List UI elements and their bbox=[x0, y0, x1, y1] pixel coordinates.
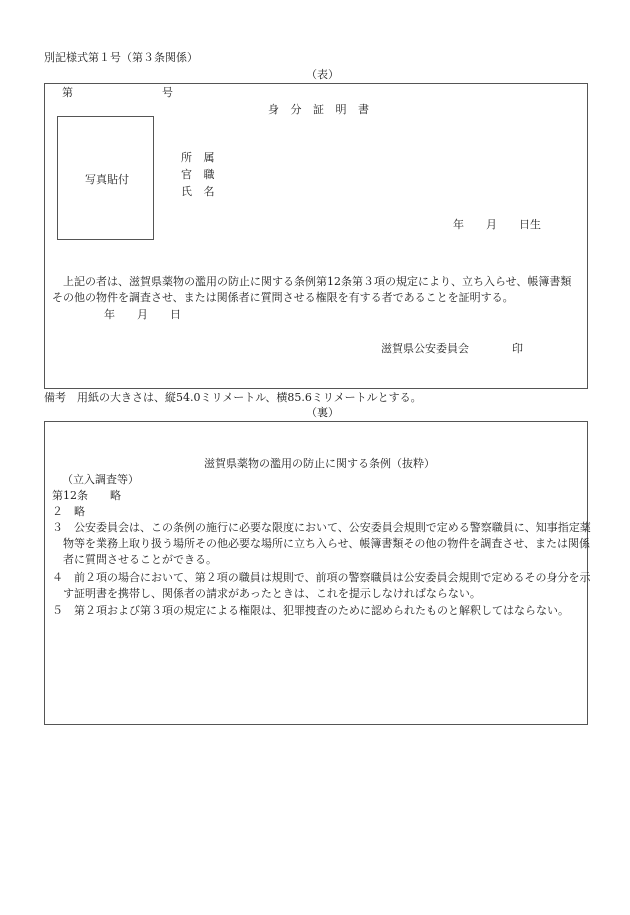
field-position: 官 職 bbox=[181, 168, 219, 181]
item-4: ４ 前２項の場合において、第２項の職員は規則で、前項の警察職員は公安委員会規則で定めるその身分を示す証明書を携帯し、関係者の請求があったときは、これを提示しなければならない。 bbox=[52, 571, 591, 600]
item-2: ２ 略 bbox=[52, 505, 85, 518]
photo-label: 写真貼付 bbox=[85, 173, 129, 186]
form-title: 別記様式第１号（第３条関係） bbox=[44, 51, 198, 64]
field-affiliation: 所 属 bbox=[181, 151, 219, 164]
back-label: （裏） bbox=[306, 406, 339, 419]
section-heading: （立入調査等） bbox=[62, 473, 139, 486]
item-3: ３ 公安委員会は、この条例の施行に必要な限度において、公安委員会規則で定める警察職員に、知事指定薬物等を業務上取り扱う場所その他必要な場所に立ち入らせ、帳簿書類その他の物件を調査させ、または関係者に質問させることができる。 bbox=[52, 521, 591, 566]
certification-text: 上記の者は、滋賀県薬物の濫用の防止に関する条例第12条第３項の規定により、立ち入らせ、帳簿書類その他の物件を調査させ、または関係者に質問させる権限を有する者であることを証明する。 bbox=[52, 275, 572, 304]
birth-date: 年 月 日生 bbox=[453, 218, 541, 231]
card-number-prefix: 第 bbox=[62, 86, 73, 99]
item-5: ５ 第２項および第３項の規定による権限は、犯罪捜査のために認められたものと解釈してはならない。 bbox=[52, 604, 569, 617]
ordinance-title: 滋賀県薬物の濫用の防止に関する条例（抜粋） bbox=[204, 457, 435, 470]
field-name: 氏 名 bbox=[181, 185, 219, 198]
front-label: （表） bbox=[306, 68, 339, 81]
note: 備考 用紙の大きさは、縦54.0ミリメートル、横85.6ミリメートルとする。 bbox=[44, 391, 422, 404]
article-12: 第12条 略 bbox=[52, 489, 121, 502]
issue-date: 年 月 日 bbox=[104, 308, 181, 321]
card-number-suffix: 号 bbox=[162, 86, 173, 99]
seal-mark: 印 bbox=[512, 342, 523, 355]
document-title: 身 分 証 明 書 bbox=[268, 103, 373, 116]
issuer: 滋賀県公安委員会 bbox=[381, 342, 469, 355]
